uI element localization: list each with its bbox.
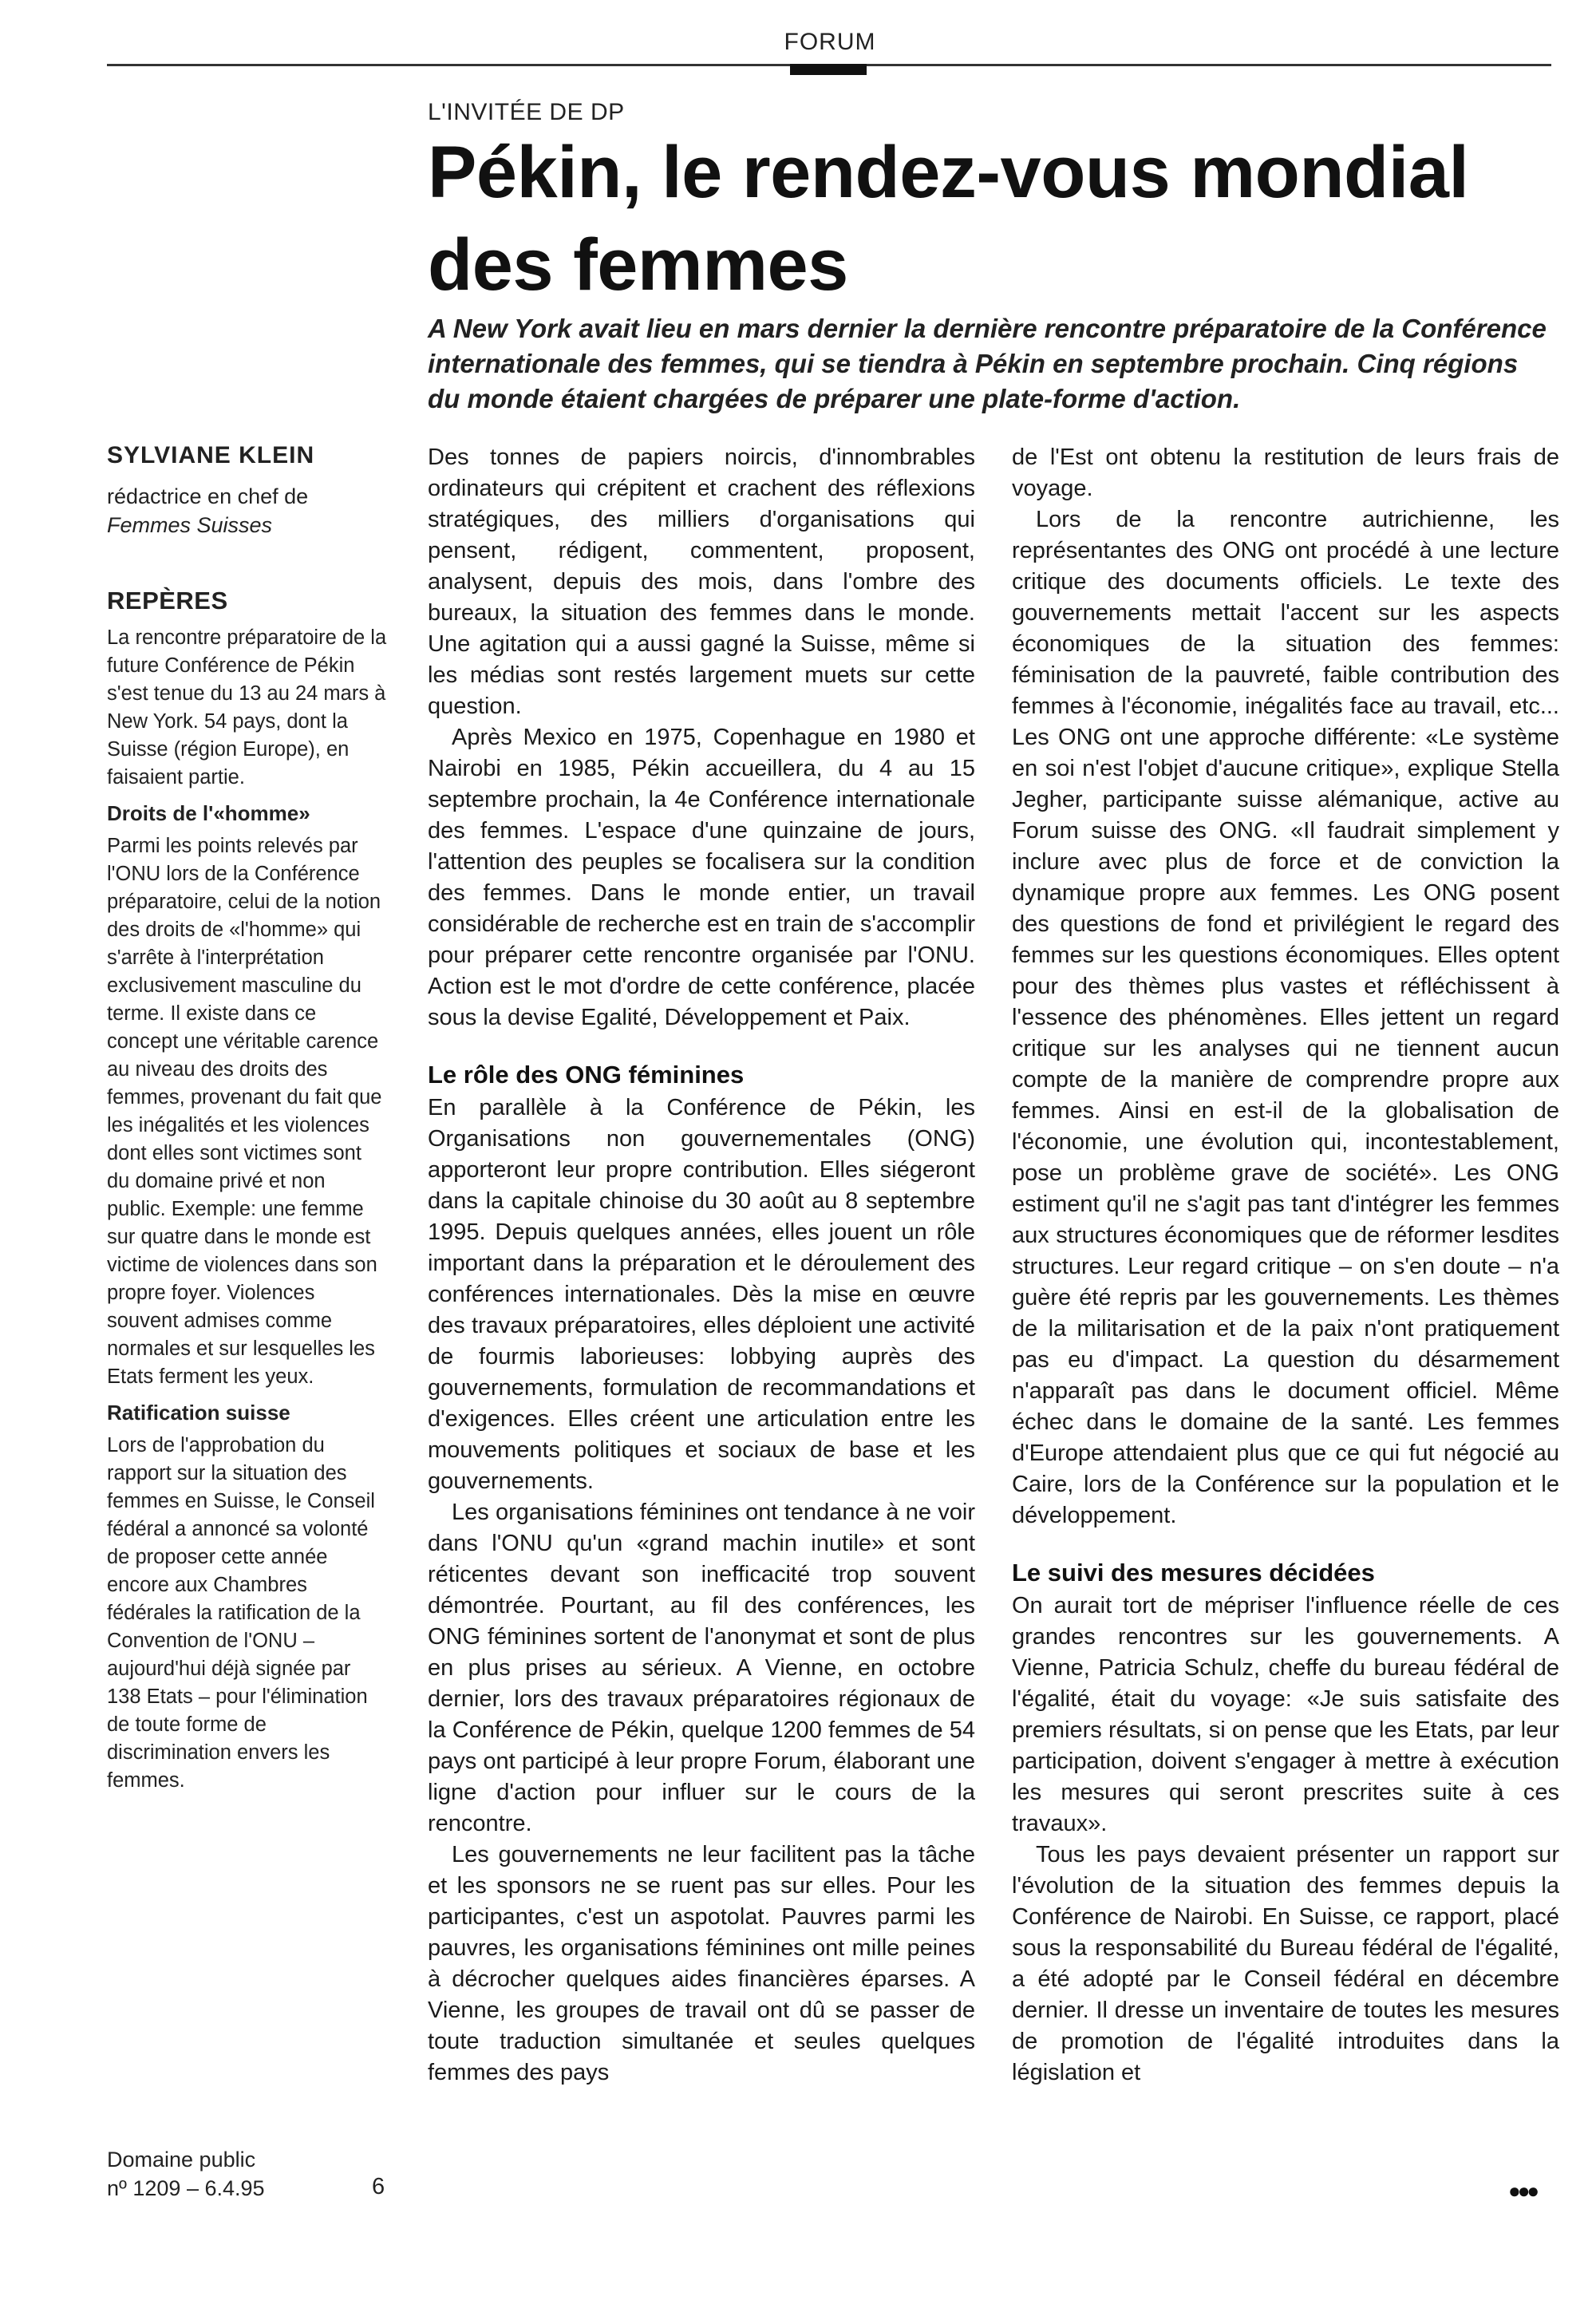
paragraph: Des tonnes de papiers noircis, d'innombrables ordinateurs qui crépitent et crachent des réflexions stratégiques, des milliers d'organisations qui pensent, rédigent, commentent, proposent, analysent, depuis des mois, dans l'ombre des bureaux, la situation des femmes dans le monde. Une agitation qui a aussi gagné la Suisse, même si les médias sont restés largement muets sur cette question. — [428, 445, 975, 719]
section-marker-bar — [790, 64, 867, 75]
publication-footer — [107, 2145, 265, 2203]
author-role — [107, 482, 370, 539]
author-role-text: rédactrice en chef de — [107, 484, 309, 508]
sidebar-intro: La rencontre préparatoire de la future Conférence de Pékin s'est tenue du 13 au 24 mars à New York. 54 pays, dont la Suisse (région Europe), en faisaient partie. — [107, 626, 387, 788]
subheading: Le rôle des ONG féminines — [428, 1061, 745, 1089]
footer-publication: Domaine public — [107, 2148, 256, 2172]
paragraph: Lors de la rencontre autrichienne, les représentantes des ONG ont procédé à une lecture critique des documents officiels. Le texte des gouvernements mettait l'accent sur les aspects économiques de la situation des femmes: féminisation de la pauvreté, faible contribution des femmes à l'économie, inégalités face au travail, etc... Les ONG ont une approche différente: «Le système en soi n'est l'objet d'aucune critique», explique Stella Jegher, participante suisse alémanique, active au Forum suisse des ONG. «Il faudrait simplement y inclure avec plus de force et de conviction la dynamique propre aux femmes. Les ONG posent des questions de fond et privilégient le regard des femmes sur les questions économiques. Elles optent pour des thèmes plus vastes et réfléchissent à l'essence des phénomènes. Elles jettent un regard critique sur les analyses qui ne tiennent aucun compte de la manière de comprendre propre aux femmes. Ainsi en est-il de la globalisation de l'économie, une évolution qui, incontestablement, pose un problème grave de société». Les ONG estiment qu'il ne s'agit pas tant d'intégrer les femmes aux structures économiques que de réformer lesdites structures. Leur regard critique – on s'en doute – n'a guère été repris par les gouvernements. Les thèmes de la militarisation et de la paix n'ont pratiquement pas eu d'impact. La question du désarmement n'apparaît pas dans le document officiel. Même échec dans le domaine de la santé. Les femmes d'Europe attendaient plus que ce qui fut négocié au Caire, lors de la Conférence sur la population et le développement. — [1012, 507, 1559, 1528]
sidebar-heading: REPÈRES — [107, 587, 228, 615]
article-column-2 — [1012, 442, 1559, 2089]
author-name: SYLVIANE KLEIN — [107, 442, 315, 468]
sidebar-section-title: Ratification suisse — [107, 1401, 290, 1425]
paragraph: On aurait tort de mépriser l'influence réelle de ces grandes rencontres sur les gouvernements. A Vienne, Patricia Schulz, cheffe du bureau fédéral de l'égalité, était du voyage: «Je suis satisfaite des premiers résultats, si on pense que les Etats, par leur participation, doivent s'engager à mettre à exécution les mesures qui seront prescrites suite à ces travaux». — [1012, 1593, 1559, 1836]
continued-marker: ●●● — [1508, 2179, 1537, 2203]
lede: A New York avait lieu en mars dernier la dernière rencontre préparatoire de la Conférence internationale des femmes, qui se tiendra à Pékin en septembre prochain. Cinq régions du monde étaient chargées de préparer une plate-forme d'action. — [428, 314, 1547, 413]
subheading: Le suivi des mesures décidées — [1012, 1559, 1375, 1587]
paragraph: Tous les pays devaient présenter un rapport sur l'évolution de la situation des femmes depuis la Conférence de Nairobi. En Suisse, ce rapport, placé sous la responsabilité du Bureau fédéral de l'égalité, a été adopté par le Conseil fédéral en décembre dernier. Il dresse un inventaire de toutes les mesures de promotion de l'égalité introduites dans la législation et — [1012, 1842, 1559, 2085]
footer-issue: nº 1209 – 6.4.95 — [107, 2176, 265, 2200]
sidebar-section-text: Parmi les points relevés par l'ONU lors de la Conférence préparatoire, celui de la notion des droits de «l'homme» qui s'arrête à l'interprétation exclusivement masculine du terme. Il existe dans ce concept une véritable carence au niveau des droits des femmes, provenant du fait que les inégalités et les violences dont elles sont victimes sont du domaine privé et non public. Exemple: une femme sur quatre dans le monde est victime de violences dans son propre foyer. Violences souvent admises comme normales et sur lesquelles les Etats ferment les yeux. — [107, 835, 382, 1388]
article-column-1 — [428, 442, 975, 2089]
page-title: Pékin, le rendez-vous mondial des femmes — [428, 132, 1469, 306]
paragraph: En parallèle à la Conférence de Pékin, les Organisations non gouvernementales (ONG) apporteront leur propre contribution. Elles siégeront dans la capitale chinoise du 30 août au 8 septembre 1995. Depuis quelques années, elles jouent un rôle important dans la préparation et le déroulement des conférences internationales. Dès la mise en œuvre des travaux préparatoires, elles déploient une activité de fourmis laborieuses: lobbying auprès des gouvernements, formulation de recommandations et d'exigences. Elles créent une articulation entre les mouvements politiques et sociaux de base et les gouvernements. — [428, 1095, 975, 1494]
paragraph: de l'Est ont obtenu la restitution de leurs frais de voyage. — [1012, 445, 1559, 501]
paragraph: Les gouvernements ne leur facilitent pas la tâche et les sponsors ne se ruent pas sur elles. Pour les participantes, c'est un aspotolat. Pauvres parmi les pauvres, les organisations féminines ont mille peines à décrocher quelques aides financières éparses. A Vienne, les groupes de travail ont dû se passer de toute traduction simultanée et seules quelques femmes des pays — [428, 1842, 975, 2085]
page-number: 6 — [372, 2174, 385, 2199]
sidebar-reperes — [107, 587, 389, 1795]
sidebar-section-title: Droits de l'«homme» — [107, 801, 310, 825]
section-label: FORUM — [784, 29, 876, 55]
paragraph: Après Mexico en 1975, Copenhague en 1980 et Nairobi en 1985, Pékin accueillera, du 4 au 15 septembre prochain, la 4e Conférence internationale des femmes. L'espace d'une quinzaine de jours, l'attention des peuples se focalisera sur la condition des femmes. Dans le monde entier, un travail considérable de recherche est en train de s'accomplir pour préparer cette rencontre organisée par l'ONU. Action est le mot d'ordre de cette conférence, placée sous la devise Egalité, Développement et Paix. — [428, 725, 975, 1030]
author-publication: Femmes Suisses — [107, 513, 273, 537]
sidebar-section-text: Lors de l'approbation du rapport sur la situation des femmes en Suisse, le Conseil fédéral a annoncé sa volonté de proposer cette année encore aux Chambres fédérales la ratification de la Convention de l'ONU – aujourd'hui déjà signée par 138 Etats – pour l'élimination de toute forme de discrimination envers les femmes. — [107, 1434, 375, 1792]
paragraph: Les organisations féminines ont tendance à ne voir dans l'ONU qu'un «grand machin inutile» et sont réticentes devant son inefficacité trop souvent démontrée. Pourtant, au fil des conférences, les ONG féminines sortent de l'anonymat et sont de plus en plus prises au sérieux. A Vienne, en octobre dernier, lors des travaux préparatoires régionaux de la Conférence de Pékin, quelque 1200 femmes de 54 pays ont participé à leur propre Forum, élaborant une ligne d'action pour influer sur le cours de la rencontre. — [428, 1500, 975, 1836]
kicker: L'INVITÉE DE DP — [428, 99, 625, 125]
